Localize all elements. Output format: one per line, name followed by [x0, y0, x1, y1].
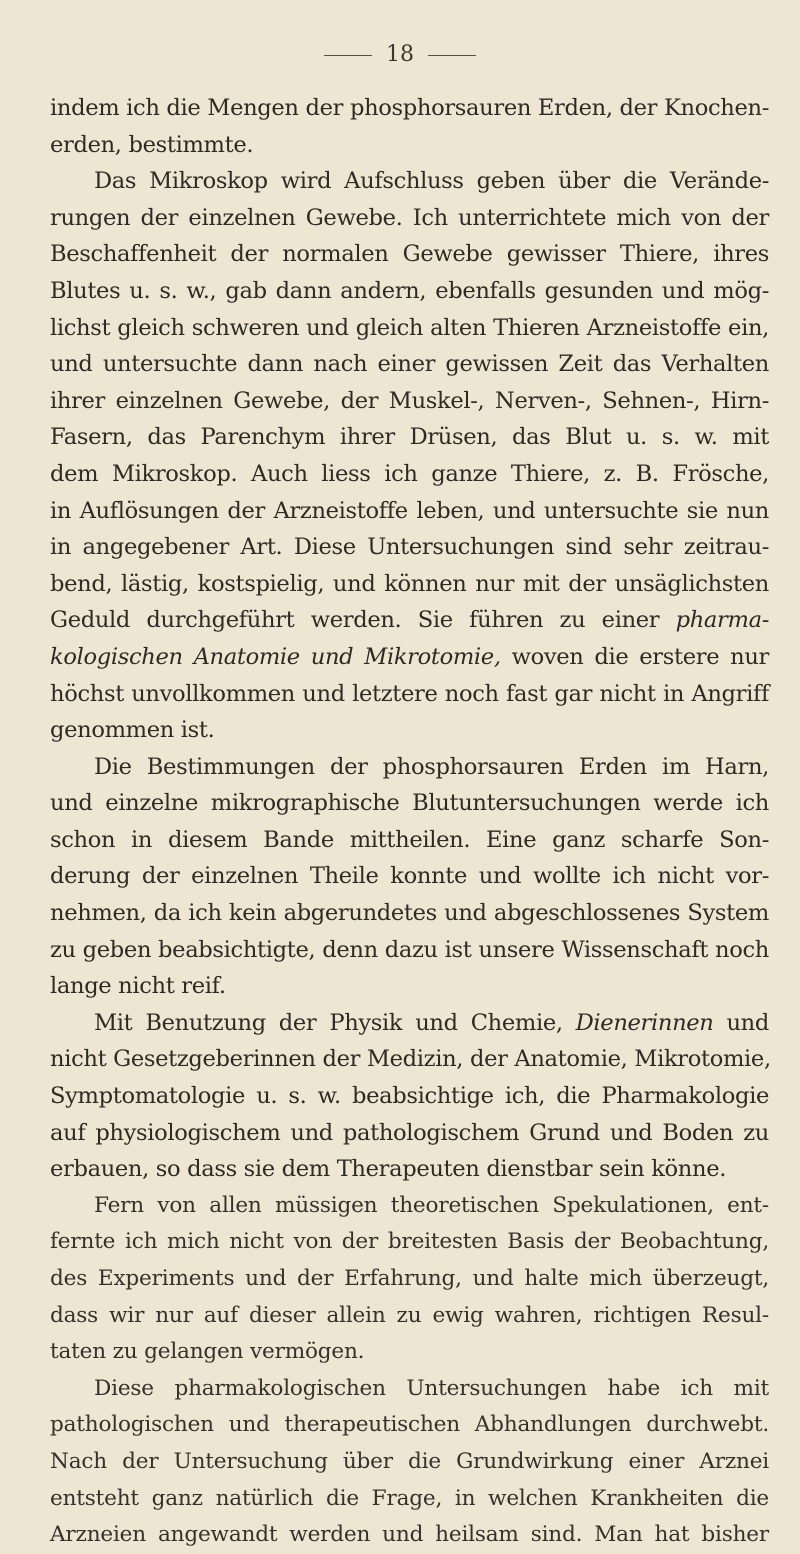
- text-line: [50, 1041, 769, 1078]
- line-text: und untersuchte dann nach einer gewissen Zeit das Verhalten: [50, 351, 769, 378]
- line-text: Blutes u. s. w., gab dann andern, ebenfalls gesunden und mög-: [50, 277, 769, 304]
- text-line: [50, 1334, 769, 1371]
- text-line: [50, 236, 769, 273]
- text-line: [50, 493, 769, 530]
- text-line: [50, 858, 769, 895]
- italic-text: kologischen Anatomie und Mikrotomie,: [50, 643, 501, 670]
- text-line: [50, 1517, 769, 1554]
- line-text: Beschaffenheit der normalen Gewebe gewisser Thiere, ihres: [50, 241, 769, 268]
- text-line: [50, 1115, 769, 1152]
- line-text: dass wir nur auf dieser allein zu ewig wahren, richtigen Resul-: [50, 1302, 769, 1328]
- line-text: und: [713, 1009, 769, 1036]
- text-line: [50, 1005, 769, 1042]
- line-text: nehmen, da ich kein abgerundetes und abgeschlossenes System: [50, 900, 769, 927]
- text-line: [50, 712, 769, 749]
- text-line: [50, 200, 769, 237]
- header-rule-right: [428, 55, 476, 56]
- line-text: fernte ich mich nicht von der breitesten Basis der Beobachtung,: [50, 1229, 769, 1255]
- text-line: [50, 1371, 769, 1408]
- text-line: [50, 419, 769, 456]
- line-text: lange nicht reif.: [50, 973, 226, 1000]
- line-text: Symptomatologie u. s. w. beabsichtige ich, die Pharmakologie: [50, 1083, 769, 1110]
- line-text: Diese pharmakologischen Untersuchungen habe ich mit: [94, 1375, 769, 1401]
- line-text: erbauen, so dass sie dem Therapeuten dienstbar sein könne.: [50, 1156, 727, 1183]
- line-text: in Auflösungen der Arzneistoffe leben, und untersuchte sie nun: [50, 497, 769, 524]
- line-text: Nach der Untersuchung über die Grundwirkung einer Arznei: [50, 1448, 769, 1474]
- header-rule-left: [324, 55, 372, 56]
- text-line: [50, 127, 769, 164]
- line-text: rungen der einzelnen Gewebe. Ich unterrichtete mich von der: [50, 204, 769, 231]
- line-text: pathologischen und therapeutischen Abhandlungen durchwebt.: [50, 1412, 769, 1438]
- text-line: [50, 1444, 769, 1481]
- line-text: Arzneien angewandt werden und heilsam sind. Man hat bisher: [50, 1522, 769, 1548]
- text-line: [50, 1407, 769, 1444]
- italic-text: Dienerinnen: [575, 1009, 714, 1036]
- body-text: [50, 90, 769, 1554]
- text-line: [50, 566, 769, 603]
- text-line: [50, 968, 769, 1005]
- text-line: [50, 785, 769, 822]
- text-line: [50, 456, 769, 493]
- line-text: taten zu gelangen vermögen.: [50, 1339, 365, 1365]
- line-text: Die Bestimmungen der phosphorsauren Erden im Harn,: [94, 753, 769, 780]
- line-text: woven die erstere nur: [511, 643, 769, 670]
- line-text: entsteht ganz natürlich die Frage, in welchen Krankheiten die: [50, 1485, 769, 1511]
- line-text: genommen ist.: [50, 717, 215, 744]
- line-text: zu geben beabsichtigte, denn dazu ist unsere Wissenschaft noch: [50, 936, 769, 963]
- text-line: [50, 273, 769, 310]
- italic-text: pharma-: [675, 607, 769, 634]
- line-text: Fasern, das Parenchym ihrer Drüsen, das Blut u. s. w. mit: [50, 424, 769, 451]
- line-text: des Experiments und der Erfahrung, und halte mich überzeugt,: [50, 1266, 769, 1291]
- line-text: schon in diesem Bande mittheilen. Eine ganz scharfe Son-: [50, 826, 769, 853]
- line-text: Das Mikroskop wird Aufschluss geben über die Verände-: [94, 168, 769, 195]
- text-line: [50, 346, 769, 383]
- text-line: [50, 90, 769, 127]
- text-line: [50, 1151, 769, 1188]
- text-line: [50, 932, 769, 969]
- page-number: 18: [386, 42, 414, 67]
- line-text: auf physiologischem und pathologischem Grund und Boden zu: [50, 1119, 769, 1146]
- page-header: [0, 44, 800, 66]
- text-line: [50, 639, 769, 676]
- text-line: [50, 1261, 769, 1298]
- line-text: erden, bestimmte.: [50, 131, 254, 158]
- text-line: [50, 163, 769, 200]
- line-text: bend, lästig, kostspielig, und können nur mit der unsäglichsten: [50, 570, 769, 597]
- text-line: [50, 529, 769, 566]
- line-text: höchst unvollkommen und letztere noch fast gar nicht in Angriff: [50, 680, 769, 707]
- text-line: [50, 676, 769, 713]
- line-text: indem ich die Mengen der phosphorsauren Erden, der Knochen-: [50, 95, 769, 121]
- line-text: nicht Gesetzgeberinnen der Medizin, der Anatomie, Mikrotomie,: [50, 1046, 771, 1073]
- text-line: [50, 383, 769, 420]
- text-line: [50, 1188, 769, 1225]
- line-text: Fern von allen müssigen theoretischen Spekulationen, ent-: [94, 1192, 769, 1218]
- line-text: Geduld durchgeführt werden. Sie führen zu einer: [50, 607, 660, 634]
- text-line: [50, 749, 769, 786]
- text-line: [50, 1078, 769, 1115]
- line-text: Mit Benutzung der Physik und Chemie,: [94, 1009, 563, 1036]
- line-text: lichst gleich schweren und gleich alten Thieren Arzneistoffe ein,: [50, 314, 769, 341]
- text-line: [50, 822, 769, 859]
- text-line: [50, 895, 769, 932]
- line-text: dem Mikroskop. Auch liess ich ganze Thiere, z. B. Frösche,: [50, 460, 769, 487]
- text-line: [50, 1481, 769, 1518]
- line-text: derung der einzelnen Theile konnte und wollte ich nicht vor-: [50, 863, 769, 890]
- text-line: [50, 602, 769, 639]
- text-line: [50, 1224, 769, 1261]
- line-text: in angegebener Art. Diese Untersuchungen sind sehr zeitrau-: [50, 534, 769, 561]
- line-text: und einzelne mikrographische Blutuntersuchungen werde ich: [50, 790, 769, 817]
- line-text: ihrer einzelnen Gewebe, der Muskel-, Nerven-, Sehnen-, Hirn-: [50, 387, 769, 414]
- text-line: [50, 310, 769, 347]
- text-line: [50, 1298, 769, 1335]
